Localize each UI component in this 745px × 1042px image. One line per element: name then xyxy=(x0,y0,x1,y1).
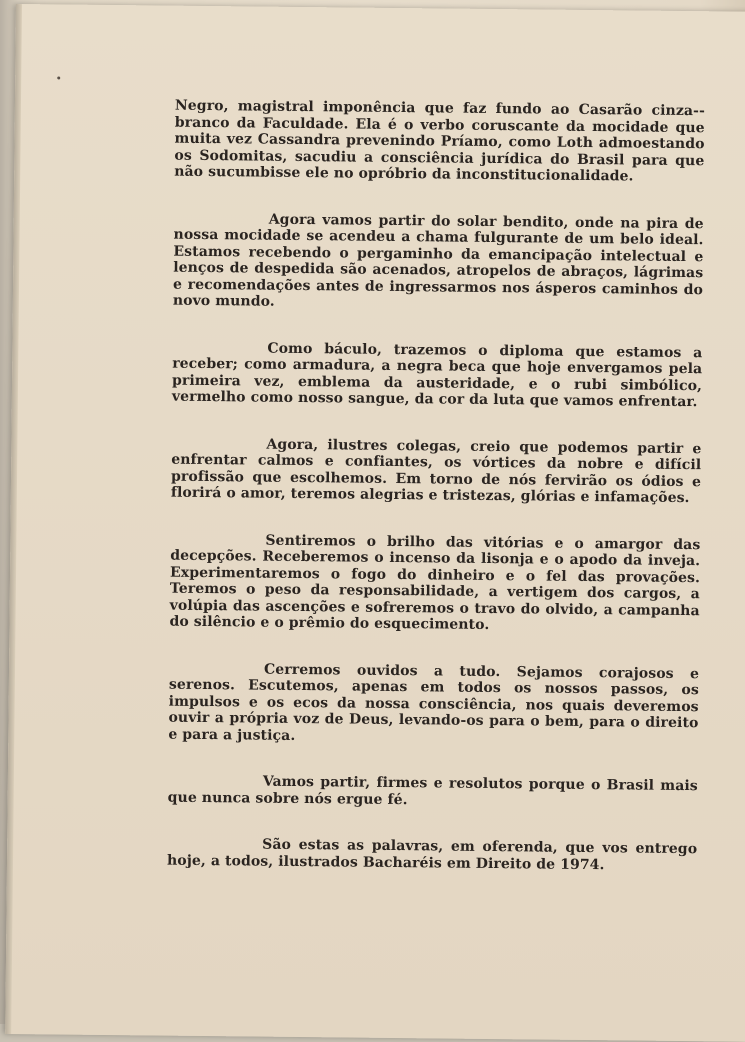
paragraph: Negro, magistral imponência que faz fundo ao Casarão cinza--branco da Faculdade. Ela é o verbo coruscante da mocidade que muita vez Cassandra prevenindo Príamo, como Loth admoestando os Sodomitas, sacudiu a consciência jurídica do Brasil para que não sucumbisse ele no opróbrio da inconstitucionalidade. xyxy=(174,97,705,185)
paragraph: Agora vamos partir do solar bendito, onde na pira de nossa mocidade se acendeu a chama fulgurante de um belo ideal. Estamos recebendo o pergaminho da emancipação intelectual e lenços de despedida são acenados, atropelos de abraços, lágrimas e recomendações antes de ingressarmos nos ásperos caminhos do novo mundo. xyxy=(172,211,704,310)
document-page xyxy=(5,4,745,1042)
paragraph: Cerremos ouvidos a tudo. Sejamos corajosos e serenos. Escutemos, apenas em todos os nossos passos, os impulsos e os ecos da nossa consciência, nos quais deveremos ouvir a própria voz de Deus, levando-os para o bem, para o direito e para a justiça. xyxy=(168,661,700,744)
paragraph: Como báculo, trazemos o diploma que estamos a receber; como armadura, a negra beca que hoje envergamos pela primeira vez, emblema da austeridade, e o rubi simbólico, vermelho como nosso sangue, da cor da luta que vamos enfrentar. xyxy=(171,340,703,411)
paragraph: Agora, ilustres colegas, creio que podemos partir e enfrentar calmos e confiantes, os vórtices da nobre e difícil profissão que escolhemos. Em torno de nós fervirão os ódios e florirá o amor, teremos alegrias e tristezas, glórias e infamações. xyxy=(170,436,702,507)
paragraph: Vamos partir, firmes e resolutos porque o Brasil mais que nunca sobre nós ergue fé. xyxy=(167,773,698,808)
speech-text xyxy=(167,98,705,905)
speck-mark xyxy=(57,76,60,79)
paragraph: São estas as palavras, em oferenda, que vos entrego hoje, a todos, ilustrados Bacharéis em Direito de 1974. xyxy=(166,836,698,873)
paragraph: Sentiremos o brilho das vitórias e o amargor das decepções. Receberemos o incenso da lisonja e o apodo da inveja. Experimentaremos o fogo do dinheiro e o fel das provações. Teremos o peso da responsabilidade, a vertigem dos cargos, a volúpia das ascenções e sofreremos o travo do olvido, a campanha do silêncio e o prêmio do esquecimento. xyxy=(169,532,701,633)
